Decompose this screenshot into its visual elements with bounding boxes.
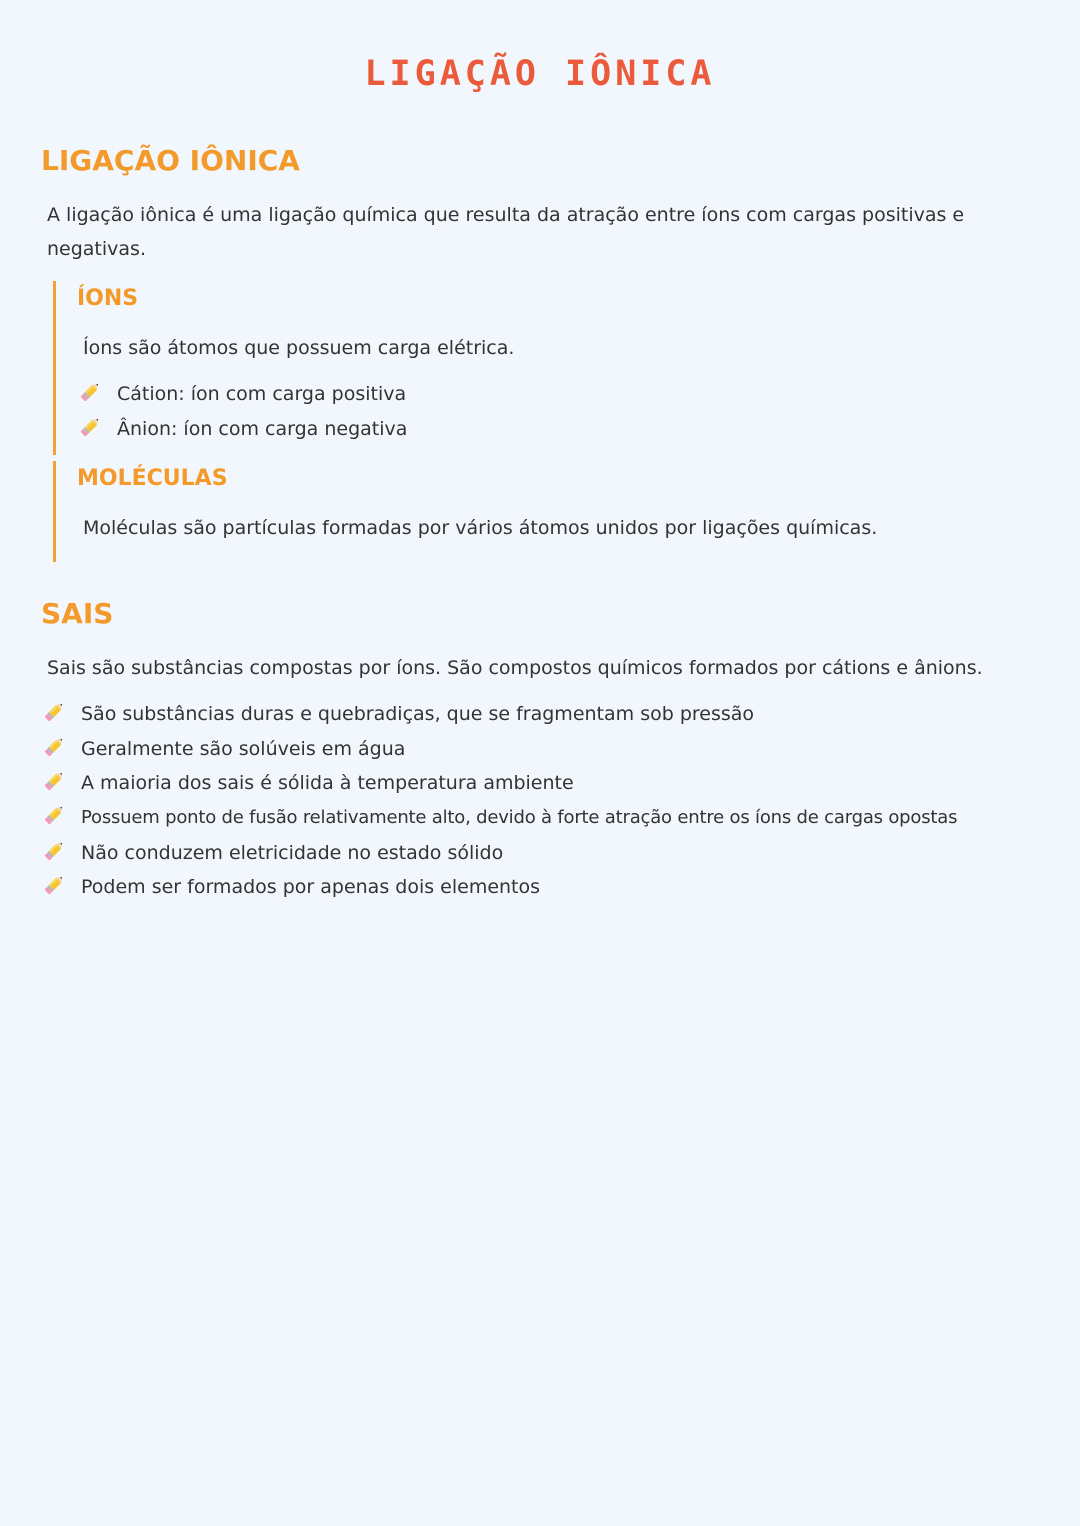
ions-definition: Íons são átomos que possuem carga elétrica.: [83, 337, 515, 359]
ions-bullet-text: Cátion: íon com carga positiva: [117, 383, 407, 405]
salts-bullet-text: Geralmente são solúveis em água: [81, 738, 406, 760]
pencil-icon: [41, 872, 67, 898]
pencil-icon: [77, 414, 103, 440]
salts-bullet-text: Podem ser formados por apenas dois elementos: [81, 876, 541, 898]
ions-bullet: [77, 377, 406, 411]
ions-bullet: [77, 412, 407, 446]
salts-bullet: [41, 801, 957, 835]
pencil-icon: [41, 699, 67, 725]
ionic-bond-intro-line2: negativas.: [47, 238, 146, 260]
molecules-accent-bar: [53, 461, 56, 562]
pencil-icon: [77, 379, 103, 405]
pencil-icon: [41, 734, 67, 760]
pencil-icon: [41, 838, 67, 864]
salts-bullet: [41, 766, 574, 800]
salts-bullet-text: Não conduzem eletricidade no estado sólido: [81, 842, 504, 864]
salts-bullet: [41, 732, 405, 766]
salts-bullet-text: A maioria dos sais é sólida à temperatura ambiente: [81, 772, 574, 794]
section-heading-ionic-bond: LIGAÇÃO IÔNICA: [41, 144, 300, 177]
ions-bullet-text: Ânion: íon com carga negativa: [117, 418, 408, 440]
salts-definition: Sais são substâncias compostas por íons. São compostos químicos formados por cátions e ânions.: [47, 657, 983, 679]
subsection-heading-ions: ÍONS: [77, 286, 139, 311]
pencil-icon: [41, 802, 67, 828]
ions-accent-bar: [53, 281, 56, 455]
salts-bullet-text: São substâncias duras e quebradiças, que se fragmentam sob pressão: [81, 703, 755, 725]
molecules-definition: Moléculas são partículas formadas por vários átomos unidos por ligações químicas.: [83, 517, 878, 539]
salts-bullet-text: Possuem ponto de fusão relativamente alto, devido à forte atração entre os íons de cargas opostas: [81, 807, 958, 828]
ionic-bond-intro-line1: A ligação iônica é uma ligação química que resulta da atração entre íons com cargas positivas e: [47, 204, 965, 226]
salts-bullet: [41, 836, 503, 870]
subsection-heading-molecules: MOLÉCULAS: [77, 466, 228, 491]
section-heading-salts: SAIS: [41, 597, 114, 630]
salts-bullet: [41, 870, 540, 904]
pencil-icon: [41, 768, 67, 794]
salts-bullet: [41, 697, 754, 731]
page-title: LIGAÇÃO IÔNICA: [364, 54, 716, 94]
